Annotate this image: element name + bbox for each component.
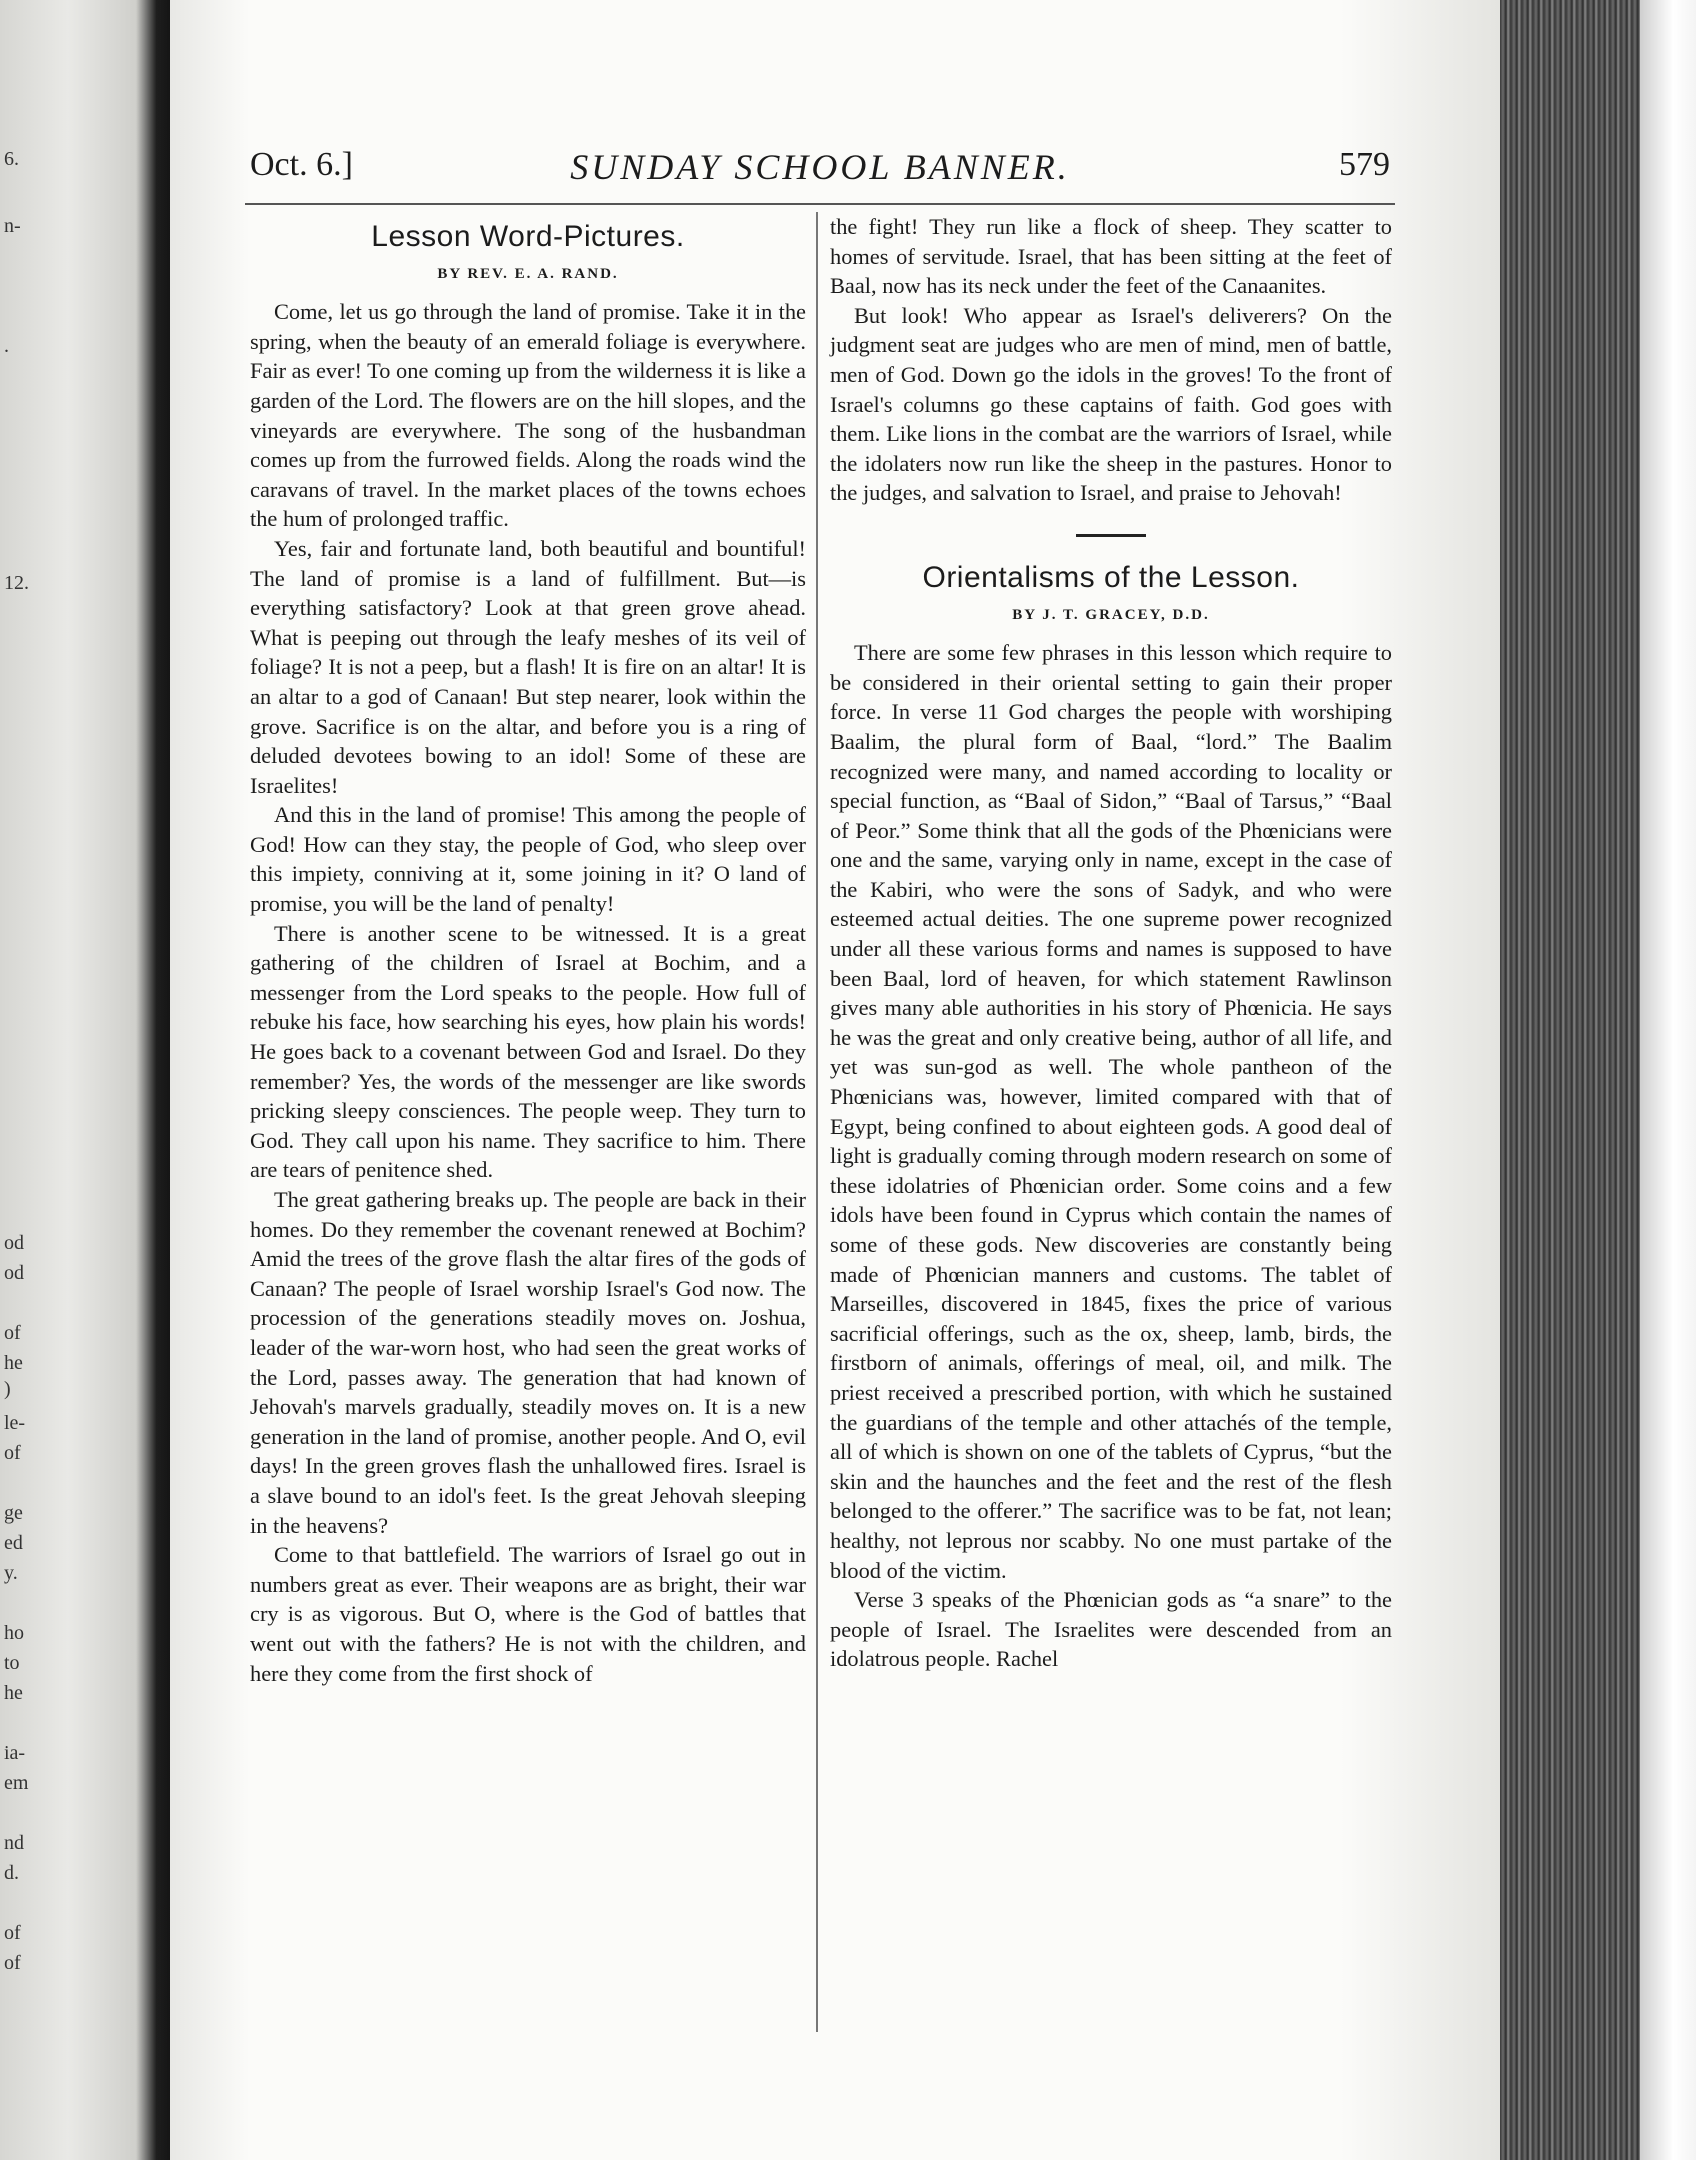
margin-fragment: ) (4, 1378, 11, 1400)
margin-fragment: od (4, 1262, 24, 1284)
paragraph: Yes, fair and fortunate land, both beautiful and bountiful! The land of promise is a land of fulfillment. But—is everything satisfactory? Look at that green grove ahead. What is peeping out through the leafy meshes of its veil of foliage? It is not a peep, but a flash! It is fire on an altar! It is an altar to a god of Canaan! But step nearer, look within the grove. Sacrifice is on the altar, and before you is a ring of deluded devotees bowing to an idol! Some of these are Israelites! (250, 535, 806, 798)
paragraph-continued: the fight! They run like a flock of sheep. They scatter to homes of servitude. Israel, that has been sitting at the feet of Baal, now has its neck under the feet of the Canaanites. (830, 214, 1392, 299)
page-edge-highlight (1640, 0, 1696, 2160)
margin-fragment: le- (4, 1412, 26, 1434)
margin-fragment: 12. (4, 572, 29, 594)
header-date: Oct. 6.] (250, 146, 353, 183)
margin-fragment: of (4, 1442, 21, 1464)
margin-fragment: ia- (4, 1742, 26, 1764)
margin-fragment: n- (4, 215, 21, 237)
margin-fragment: nd (4, 1832, 24, 1854)
margin-fragment: od (4, 1232, 24, 1254)
margin-fragment: of (4, 1322, 21, 1344)
article-title: Orientalisms of the Lesson. (922, 560, 1300, 594)
article-byline: BY J. T. GRACEY, D.D. (1012, 606, 1210, 623)
margin-fragment: y. (4, 1562, 18, 1584)
article-byline: BY REV. E. A. RAND. (437, 265, 619, 282)
margin-fragment: 6. (4, 148, 19, 170)
margin-fragment: ed (4, 1532, 23, 1554)
margin-fragment: of (4, 1922, 21, 1944)
column-rule (816, 212, 818, 2032)
article-title: Lesson Word-Pictures. (371, 220, 685, 253)
margin-fragment: to (4, 1652, 20, 1674)
paragraph: Come to that battlefield. The warriors of Israel go out in numbers great as ever. Their weapons are as bright, their war cry is as vigorous. But O, where is the God of battles that went out with the fathers? He is not with the children, and here they come from the first shock of (250, 1542, 806, 1686)
book-gutter (0, 0, 170, 2160)
page-number: 579 (1339, 146, 1390, 183)
paragraph: There are some few phrases in this lesson which require to be considered in their oriental setting to gain their proper force. In verse 11 God charges the people with worshiping Baalim, the plural form of Baal, “lord.” The Baalim recognized were many, and named according to locality or special function, as “Baal of Sidon,” “Baal of Tarsus,” “Baal of Peor.” Some think that all the gods of the Phœnicians were one and the same, varying only in name, except in the case of the Kabiri, who were the sons of Sadyk, and who were esteemed actual deities. The one supreme power recognized under all these various forms and names is supposed to have been Baal, lord of heaven, for which statement Rawlinson gives many able authorities in his story of Phœnicia. He says he was the great and only creative being, author of all life, and yet was sun-god as well. The whole pantheon of the Phœnicians was, however, limited compared with that of Egypt, being confined to about eighteen gods. A good deal of light is gradually coming through modern research on some of these idolatries of Phœnician order. Some coins and a few idols have been found in Cyprus which contain the names of some of these gods. New discoveries are constantly being made of Phœnician manners and customs. The tablet of Marseilles, discovered in 1845, fixes the price of various sacrificial offerings, such as the ox, sheep, lamb, birds, the firstborn of animals, offerings of meal, oil, and milk. The priest received a prescribed portion, with which he sustained the guardians of the temple and other attachés of the temple, all of which is shown on one of the tablets of Cyprus, “but the skin and the haunches and the feet and the rest of the flesh belonged to the offerer.” The sacrifice was to be fat, not lean; healthy, not leprous nor scabby. No one must partake of the blood of the victim. (830, 640, 1392, 1583)
margin-fragment: ho (4, 1622, 24, 1644)
margin-fragment: d. (4, 1862, 19, 1884)
header-rule (245, 203, 1395, 205)
header-title: SUNDAY SCHOOL BANNER. (570, 147, 1070, 187)
margin-fragment: of (4, 1952, 21, 1974)
running-header (250, 146, 1390, 190)
section-divider (1076, 534, 1146, 537)
right-column (830, 212, 1392, 1674)
paragraph: And this in the land of promise! This among the people of God! How can they stay, the people of God, who sleep over this impiety, conniving at it, some joining in it? O land of promise, you will be the land of penalty! (250, 802, 806, 917)
margin-fragment: he (4, 1682, 23, 1704)
margin-fragment: . (4, 335, 9, 357)
margin-fragment: ge (4, 1502, 23, 1524)
margin-fragment: em (4, 1772, 29, 1794)
paragraph: Come, let us go through the land of promise. Take it in the spring, when the beauty of an emerald foliage is everywhere. Fair as ever! To one coming up from the wilderness it is like a garden of the Lord. The flowers are on the hill slopes, and the vineyards are everywhere. The song of the husbandman comes up from the furrowed fields. Along the roads wind the caravans of travel. In the market places of the towns echoes the hum of prolonged traffic. (250, 299, 806, 532)
paragraph: But look! Who appear as Israel's deliverers? On the judgment seat are judges who are men of mind, men of battle, men of God. Down go the idols in the groves! To the front of Israel's columns go these captains of faith. God goes with them. Like lions in the combat are the warriors of Israel, while the idolaters now run like the sheep in the pastures. Honor to the judges, and salvation to Israel, and praise to Jehovah! (830, 302, 1392, 506)
paragraph: The great gathering breaks up. The people are back in their homes. Do they remember the covenant renewed at Bochim? Amid the trees of the grove flash the altar fires of the gods of Canaan? The people of Israel worship Israel's God now. The procession of the generations steadily moves on. Joshua, leader of the war-worn host, who had seen the great works of the Lord, passes away. The generation that had known of Jehovah's marvels gradually, steadily moves on. It is a new generation in the land of promise, another people. And O, evil days! In the green groves flash the unhallowed fires. Israel is a slave bound to an idol's feet. Is the great Jehovah sleeping in the heavens? (250, 1187, 806, 1538)
paragraph: Verse 3 speaks of the Phœnician gods as “a snare” to the people of Israel. The Israelites were descended from an idolatrous people. Rachel (830, 1587, 1392, 1672)
left-column (250, 212, 806, 1688)
margin-fragment: he (4, 1352, 23, 1374)
paragraph: There is another scene to be witnessed. It is a great gathering of the children of Israel at Bochim, and a messenger from the Lord speaks to the people. How full of rebuke his face, how searching his eyes, how plain his words! He goes back to a covenant between God and Israel. Do they remember? Yes, the words of the messenger are like swords pricking sleepy consciences. The people weep. They turn to God. They call upon his name. They sacrifice to him. There are tears of penitence shed. (250, 920, 806, 1183)
